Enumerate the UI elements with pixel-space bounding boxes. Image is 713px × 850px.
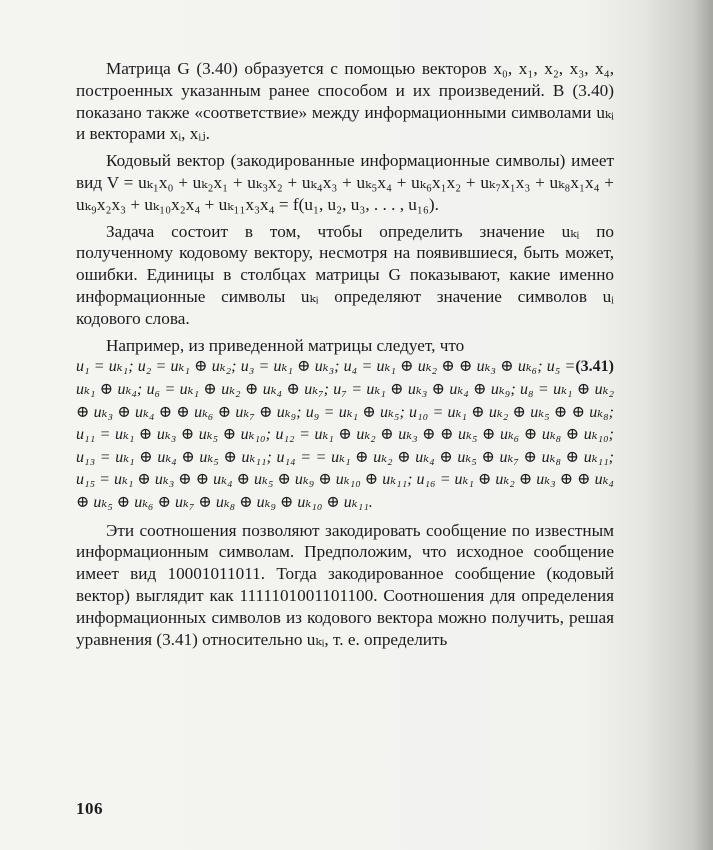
paragraph-matrix-g: Матрица G (3.40) образуется с помощью векторов x₀, x₁, x₂, x₃, x₄, построенных указанным ранее способом и их произведений. В (3.40) показано также «соответствие» между информационными символами uₖᵢ и векторами xᵢ, xᵢⱼ. bbox=[76, 59, 614, 144]
page-number: 106 bbox=[76, 799, 103, 818]
paragraph-example: Например, из приведенной матрицы следует, что bbox=[106, 335, 465, 355]
paragraph-task: Задача состоит в том, чтобы определить значение uₖᵢ по полученному кодовому вектору, несмотря на появившиеся, быть может, ошибки. Единицы в столбцах матрицы G показывают, какие именно информационные символы uₖᵢ определяют значение символов uᵢ кодового слова. bbox=[76, 221, 614, 328]
equation-number: (3.41) bbox=[575, 358, 614, 376]
binding-shadow bbox=[693, 0, 713, 850]
paragraph-code-vector: Кодовый вектор (закодированные информационные символы) имеет вид V = uₖ₁x₀ + uₖ₂x₁ + uₖ₃x₂ + uₖ₄x₃ + uₖ₅x₄ + uₖ₆x₁x₂ + uₖ₇x₁x₃ + uₖ₈x₁x₄ + uₖ₉x₂x₃ + uₖ₁₀x₂x₄ + uₖ₁₁x₃x₄ = f(u₁, u₂, u₃, . . . , u₁₆). bbox=[76, 151, 614, 214]
page-body bbox=[76, 58, 614, 650]
paragraph-closing: Эти соотношения позволяют закодировать сообщение по известным информационным символам. Предположим, что исходное сообщение имеет вид 10001011011. Тогда закодированное сообщение (кодовый вектор) выглядит как 1111101001101100. Соотношения для определения информационных символов из кодового вектора можно получить, решая уравнения (3.41) относительно uₖᵢ, т. е. определить bbox=[76, 520, 614, 649]
equation-body: u₁ = uₖ₁; u₂ = uₖ₁ ⊕ uₖ₂; u₃ = uₖ₁ ⊕ uₖ₃; u₄ = uₖ₁ ⊕ uₖ₂ ⊕ ⊕ uₖ₃ ⊕ uₖ₆; u₅ = uₖ₁ ⊕ uₖ₄; u₆ = uₖ₁ ⊕ uₖ₂ ⊕ uₖ₄ ⊕ uₖ₇; u₇ = uₖ₁ ⊕ uₖ₃ ⊕ uₖ₄ ⊕ uₖ₉; u₈ = uₖ₁ ⊕ uₖ₂ ⊕ uₖ₃ ⊕ uₖ₄ ⊕ ⊕ uₖ₆ ⊕ uₖ₇ ⊕ uₖ₉; u₉ = uₖ₁ ⊕ uₖ₅; u₁₀ = uₖ₁ ⊕ uₖ₂ ⊕ uₖ₅ ⊕ ⊕ uₖ₈; u₁₁ = uₖ₁ ⊕ uₖ₃ ⊕ uₖ₅ ⊕ uₖ₁₀; u₁₂ = uₖ₁ ⊕ uₖ₂ ⊕ uₖ₃ ⊕ ⊕ uₖ₅ ⊕ uₖ₆ ⊕ uₖ₈ ⊕ uₖ₁₀; u₁₃ = uₖ₁ ⊕ uₖ₄ ⊕ uₖ₅ ⊕ uₖ₁₁; u₁₄ = = uₖ₁ ⊕ uₖ₂ ⊕ uₖ₄ ⊕ uₖ₅ ⊕ uₖ₇ ⊕ uₖ₈ ⊕ uₖ₁₁; u₁₅ = uₖ₁ ⊕ uₖ₃ ⊕ ⊕ uₖ₄ ⊕ uₖ₅ ⊕ uₖ₉ ⊕ uₖ₁₀ ⊕ uₖ₁₁; u₁₆ = uₖ₁ ⊕ uₖ₂ ⊕ uₖ₃ ⊕ ⊕ uₖ₄ ⊕ uₖ₅ ⊕ uₖ₆ ⊕ uₖ₇ ⊕ uₖ₈ ⊕ uₖ₉ ⊕ uₖ₁₀ ⊕ uₖ₁₁. bbox=[76, 358, 615, 511]
equation-block-3-41 bbox=[76, 356, 614, 514]
